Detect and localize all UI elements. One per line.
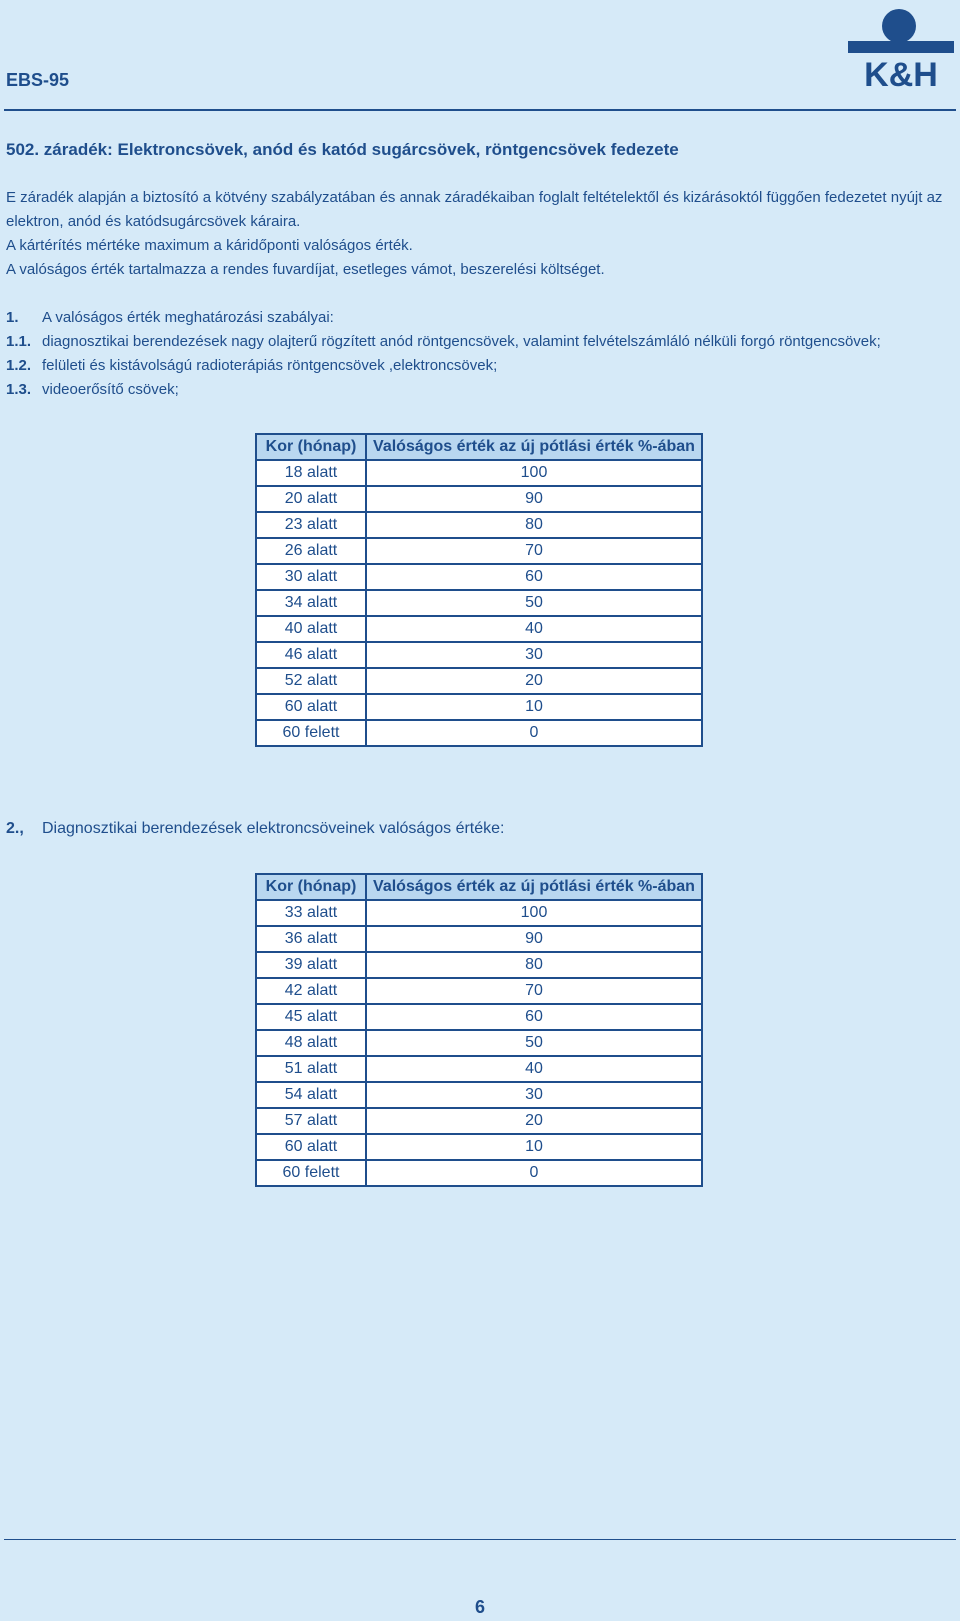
- age-cell: 20 alatt: [256, 486, 366, 512]
- value-cell: 100: [366, 900, 702, 926]
- clause-title: 502. záradék: Elektroncsövek, anód és katód sugárcsövek, röntgencsövek fedezete: [6, 140, 679, 159]
- page-number: 6: [474, 1597, 485, 1617]
- age-cell: 51 alatt: [256, 1056, 366, 1082]
- intro-text: [6, 186, 956, 282]
- value-cell: 60: [366, 1004, 702, 1030]
- table-row: [256, 512, 702, 538]
- value-cell: 90: [366, 926, 702, 952]
- footer-divider: [4, 1539, 956, 1540]
- value-table-2: [255, 873, 703, 1187]
- table-header-row: [256, 434, 702, 460]
- rule-text: A valóságos érték meghatározási szabályai:: [42, 309, 334, 326]
- age-cell: 40 alatt: [256, 616, 366, 642]
- table-row: [256, 564, 702, 590]
- age-cell: 26 alatt: [256, 538, 366, 564]
- table-row: [256, 1160, 702, 1186]
- table-row: [256, 926, 702, 952]
- value-cell: 10: [366, 694, 702, 720]
- age-cell: 45 alatt: [256, 1004, 366, 1030]
- intro-paragraph: E záradék alapján a biztosító a kötvény szabályzatában és annak záradékaiban foglalt feltételektől és kizárásoktól függően fedezetet nyújt az elektron, anód és katódsugárcsövek káraira.: [6, 189, 943, 230]
- logo-text: K&H: [864, 56, 938, 92]
- rule-text: felületi és kistávolságú radioterápiás röntgencsövek ,elektroncsövek;: [42, 357, 498, 374]
- value-cell: 40: [366, 616, 702, 642]
- value-cell: 40: [366, 1056, 702, 1082]
- age-cell: 33 alatt: [256, 900, 366, 926]
- table-row: [256, 538, 702, 564]
- age-cell: 46 alatt: [256, 642, 366, 668]
- value-cell: 20: [366, 1108, 702, 1134]
- rule-text: videoerősítő csövek;: [42, 381, 179, 398]
- age-cell: 23 alatt: [256, 512, 366, 538]
- rule-item: [6, 378, 956, 402]
- header-divider: [4, 109, 956, 111]
- table-row: [256, 1004, 702, 1030]
- intro-paragraph: A kártérítés mértéke maximum a káridőponti valóságos érték.: [6, 237, 413, 254]
- table-header-cell: Kor (hónap): [256, 874, 366, 900]
- table-header-cell: Kor (hónap): [256, 434, 366, 460]
- table-row: [256, 616, 702, 642]
- rule-number: 1.3.: [6, 381, 32, 398]
- rule-item: [6, 306, 956, 330]
- value-cell: 0: [366, 720, 702, 746]
- table-row: [256, 642, 702, 668]
- value-cell: 70: [366, 978, 702, 1004]
- age-cell: 57 alatt: [256, 1108, 366, 1134]
- table-row: [256, 900, 702, 926]
- value-cell: 50: [366, 590, 702, 616]
- rule-text: diagnosztikai berendezések nagy olajterű rögzített anód röntgencsövek, valamint felvételszámláló nélküli forgó röntgencsövek;: [42, 333, 881, 350]
- table-row: [256, 694, 702, 720]
- table-header-row: [256, 874, 702, 900]
- section-number: 2.,: [6, 820, 24, 837]
- rule-item: [6, 354, 956, 378]
- value-table-1: [255, 433, 703, 747]
- age-cell: 36 alatt: [256, 926, 366, 952]
- value-cell: 0: [366, 1160, 702, 1186]
- table-row: [256, 1030, 702, 1056]
- age-cell: 60 alatt: [256, 694, 366, 720]
- rule-number: 1.1.: [6, 333, 32, 350]
- table-row: [256, 1056, 702, 1082]
- table-row: [256, 460, 702, 486]
- table-header-cell: Valóságos érték az új pótlási érték %-ában: [366, 434, 702, 460]
- table-row: [256, 1082, 702, 1108]
- table-row: [256, 1134, 702, 1160]
- age-cell: 52 alatt: [256, 668, 366, 694]
- section-text: Diagnosztikai berendezések elektroncsöveinek valóságos értéke:: [42, 820, 505, 837]
- section-2-heading: [6, 820, 504, 838]
- table-row: [256, 590, 702, 616]
- age-cell: 39 alatt: [256, 952, 366, 978]
- value-cell: 10: [366, 1134, 702, 1160]
- table-header-cell: Valóságos érték az új pótlási érték %-ában: [366, 874, 702, 900]
- age-cell: 30 alatt: [256, 564, 366, 590]
- table-row: [256, 1108, 702, 1134]
- intro-paragraph: A valóságos érték tartalmazza a rendes fuvardíjat, esetleges vámot, beszerelési költséget.: [6, 261, 605, 278]
- value-cell: 70: [366, 538, 702, 564]
- table-row: [256, 486, 702, 512]
- age-cell: 60 alatt: [256, 1134, 366, 1160]
- value-cell: 60: [366, 564, 702, 590]
- value-cell: 20: [366, 668, 702, 694]
- value-cell: 50: [366, 1030, 702, 1056]
- age-cell: 60 felett: [256, 720, 366, 746]
- age-cell: 34 alatt: [256, 590, 366, 616]
- rule-number: 1.2.: [6, 357, 32, 374]
- age-cell: 42 alatt: [256, 978, 366, 1004]
- rules-list: [6, 306, 956, 402]
- value-cell: 30: [366, 642, 702, 668]
- document-code: EBS-95: [6, 70, 70, 90]
- rule-number: 1.: [6, 309, 19, 326]
- table-row: [256, 720, 702, 746]
- age-cell: 60 felett: [256, 1160, 366, 1186]
- age-cell: 54 alatt: [256, 1082, 366, 1108]
- kh-logo: [848, 4, 954, 92]
- table-row: [256, 978, 702, 1004]
- age-cell: 18 alatt: [256, 460, 366, 486]
- table-row: [256, 952, 702, 978]
- value-cell: 30: [366, 1082, 702, 1108]
- value-cell: 90: [366, 486, 702, 512]
- value-cell: 80: [366, 512, 702, 538]
- age-cell: 48 alatt: [256, 1030, 366, 1056]
- rule-item: [6, 330, 956, 354]
- table-row: [256, 668, 702, 694]
- value-cell: 100: [366, 460, 702, 486]
- value-cell: 80: [366, 952, 702, 978]
